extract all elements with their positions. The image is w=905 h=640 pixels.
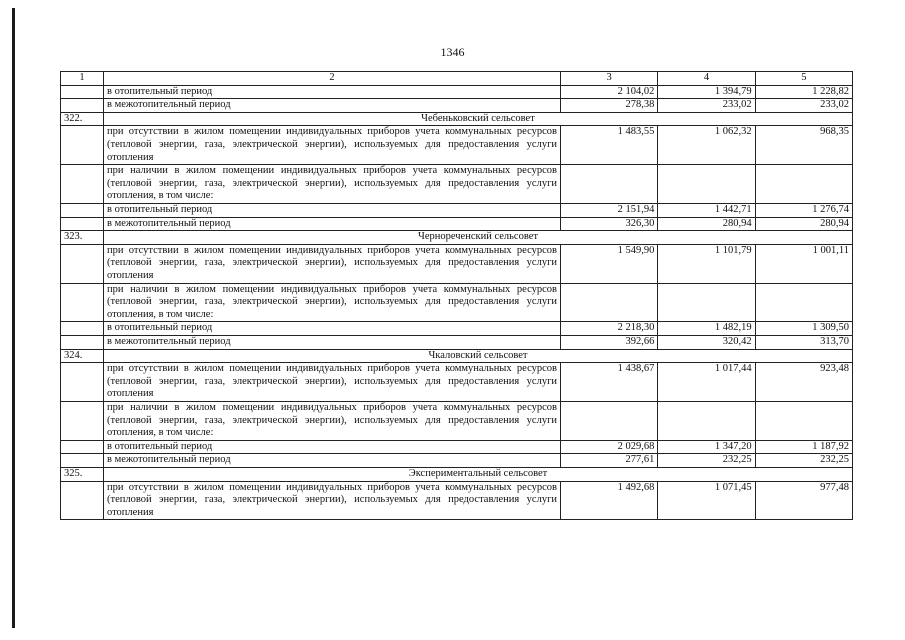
value-col-4: 233,02: [658, 99, 755, 113]
row-number: [61, 335, 104, 349]
value-col-5: [755, 283, 852, 322]
header-col-3: 3: [561, 72, 658, 86]
page-number: 1346: [440, 45, 465, 59]
value-col-4: 320,42: [658, 335, 755, 349]
section-number: 325.: [61, 467, 104, 481]
value-col-5: 1 309,50: [755, 322, 852, 336]
value-col-4: 1 482,19: [658, 322, 755, 336]
header-col-2: 2: [104, 72, 561, 86]
table-row: [61, 165, 853, 204]
section-title-row: [61, 467, 853, 481]
row-number: [61, 481, 104, 520]
table-row: [61, 454, 853, 468]
council-name: Чкаловский сельсовет: [104, 349, 853, 363]
row-label: в межотопительный период: [104, 454, 561, 468]
value-col-3: 392,66: [561, 335, 658, 349]
table-row: [61, 401, 853, 440]
row-description: при отсутствии в жилом помещении индивидуальных приборов учета коммунальных ресурсов (тепловой энергии, газа, электрической энергии), используемых для предоставления услуги отопления: [104, 244, 561, 283]
value-col-3: 1 492,68: [561, 481, 658, 520]
header-col-5: 5: [755, 72, 852, 86]
value-col-3: 2 029,68: [561, 440, 658, 454]
value-col-4: 1 062,32: [658, 126, 755, 165]
row-description: при наличии в жилом помещении индивидуальных приборов учета коммунальных ресурсов (тепловой энергии, газа, электрической энергии), используемых для предоставления услуги отопления, в том числе:: [104, 165, 561, 204]
table-row: [61, 481, 853, 520]
row-number: [61, 454, 104, 468]
row-number: [61, 244, 104, 283]
row-number: [61, 99, 104, 113]
value-col-3: 278,38: [561, 99, 658, 113]
section-title-row: [61, 349, 853, 363]
value-col-5: 313,70: [755, 335, 852, 349]
row-number: [61, 322, 104, 336]
value-col-5: 977,48: [755, 481, 852, 520]
table-row: [61, 85, 853, 99]
row-description: при наличии в жилом помещении индивидуальных приборов учета коммунальных ресурсов (тепловой энергии, газа, электрической энергии), используемых для предоставления услуги отопления, в том числе:: [104, 283, 561, 322]
table-row: [61, 126, 853, 165]
row-number: [61, 126, 104, 165]
value-col-5: 232,25: [755, 454, 852, 468]
value-col-4: 1 442,71: [658, 203, 755, 217]
council-name: Чернореченский сельсовет: [104, 231, 853, 245]
value-col-3: 2 104,02: [561, 85, 658, 99]
council-name: Экспериментальный сельсовет: [104, 467, 853, 481]
value-col-4: [658, 283, 755, 322]
value-col-3: 2 151,94: [561, 203, 658, 217]
row-number: [61, 363, 104, 402]
value-col-5: 1 276,74: [755, 203, 852, 217]
value-col-5: [755, 165, 852, 204]
table-row: [61, 203, 853, 217]
value-col-4: 1 394,79: [658, 85, 755, 99]
value-col-4: 1 071,45: [658, 481, 755, 520]
value-col-3: [561, 283, 658, 322]
council-name: Чебеньковский сельсовет: [104, 112, 853, 126]
value-col-5: 280,94: [755, 217, 852, 231]
value-col-3: 1 549,90: [561, 244, 658, 283]
value-col-4: [658, 401, 755, 440]
section-number: 322.: [61, 112, 104, 126]
table-row: [61, 440, 853, 454]
row-number: [61, 217, 104, 231]
value-col-5: 968,35: [755, 126, 852, 165]
row-number: [61, 85, 104, 99]
table-row: [61, 217, 853, 231]
value-col-3: [561, 401, 658, 440]
tariff-table: [60, 71, 853, 520]
row-description: при отсутствии в жилом помещении индивидуальных приборов учета коммунальных ресурсов (тепловой энергии, газа, электрической энергии), используемых для предоставления услуги отопления: [104, 126, 561, 165]
value-col-4: 1 347,20: [658, 440, 755, 454]
row-number: [61, 401, 104, 440]
table-row: [61, 283, 853, 322]
table-row: [61, 335, 853, 349]
row-description: при наличии в жилом помещении индивидуальных приборов учета коммунальных ресурсов (тепловой энергии, газа, электрической энергии), используемых для предоставления услуги отопления, в том числе:: [104, 401, 561, 440]
row-description: при отсутствии в жилом помещении индивидуальных приборов учета коммунальных ресурсов (тепловой энергии, газа, электрической энергии), используемых для предоставления услуги отопления: [104, 363, 561, 402]
table-header-row: [61, 72, 853, 86]
row-label: в межотопительный период: [104, 217, 561, 231]
value-col-5: 1 001,11: [755, 244, 852, 283]
value-col-3: 277,61: [561, 454, 658, 468]
row-number: [61, 283, 104, 322]
table-row: [61, 99, 853, 113]
header-col-4: 4: [658, 72, 755, 86]
row-number: [61, 203, 104, 217]
value-col-3: 1 483,55: [561, 126, 658, 165]
table-row: [61, 363, 853, 402]
row-number: [61, 165, 104, 204]
section-title-row: [61, 231, 853, 245]
value-col-4: [658, 165, 755, 204]
value-col-4: 1 017,44: [658, 363, 755, 402]
value-col-3: 2 218,30: [561, 322, 658, 336]
value-col-4: 280,94: [658, 217, 755, 231]
table-row: [61, 244, 853, 283]
table-row: [61, 322, 853, 336]
section-number: 324.: [61, 349, 104, 363]
value-col-5: 1 187,92: [755, 440, 852, 454]
value-col-3: [561, 165, 658, 204]
row-label: в межотопительный период: [104, 335, 561, 349]
row-label: в межотопительный период: [104, 99, 561, 113]
header-col-1: 1: [61, 72, 104, 86]
scan-edge-line: [12, 8, 15, 628]
value-col-5: 1 228,82: [755, 85, 852, 99]
row-label: в отопительный период: [104, 322, 561, 336]
row-number: [61, 440, 104, 454]
value-col-5: 233,02: [755, 99, 852, 113]
value-col-4: 232,25: [658, 454, 755, 468]
value-col-5: 923,48: [755, 363, 852, 402]
row-description: при отсутствии в жилом помещении индивидуальных приборов учета коммунальных ресурсов (тепловой энергии, газа, электрической энергии), используемых для предоставления услуги отопления: [104, 481, 561, 520]
section-title-row: [61, 112, 853, 126]
value-col-3: 326,30: [561, 217, 658, 231]
row-label: в отопительный период: [104, 203, 561, 217]
value-col-4: 1 101,79: [658, 244, 755, 283]
row-label: в отопительный период: [104, 85, 561, 99]
section-number: 323.: [61, 231, 104, 245]
value-col-5: [755, 401, 852, 440]
row-label: в отопительный период: [104, 440, 561, 454]
value-col-3: 1 438,67: [561, 363, 658, 402]
